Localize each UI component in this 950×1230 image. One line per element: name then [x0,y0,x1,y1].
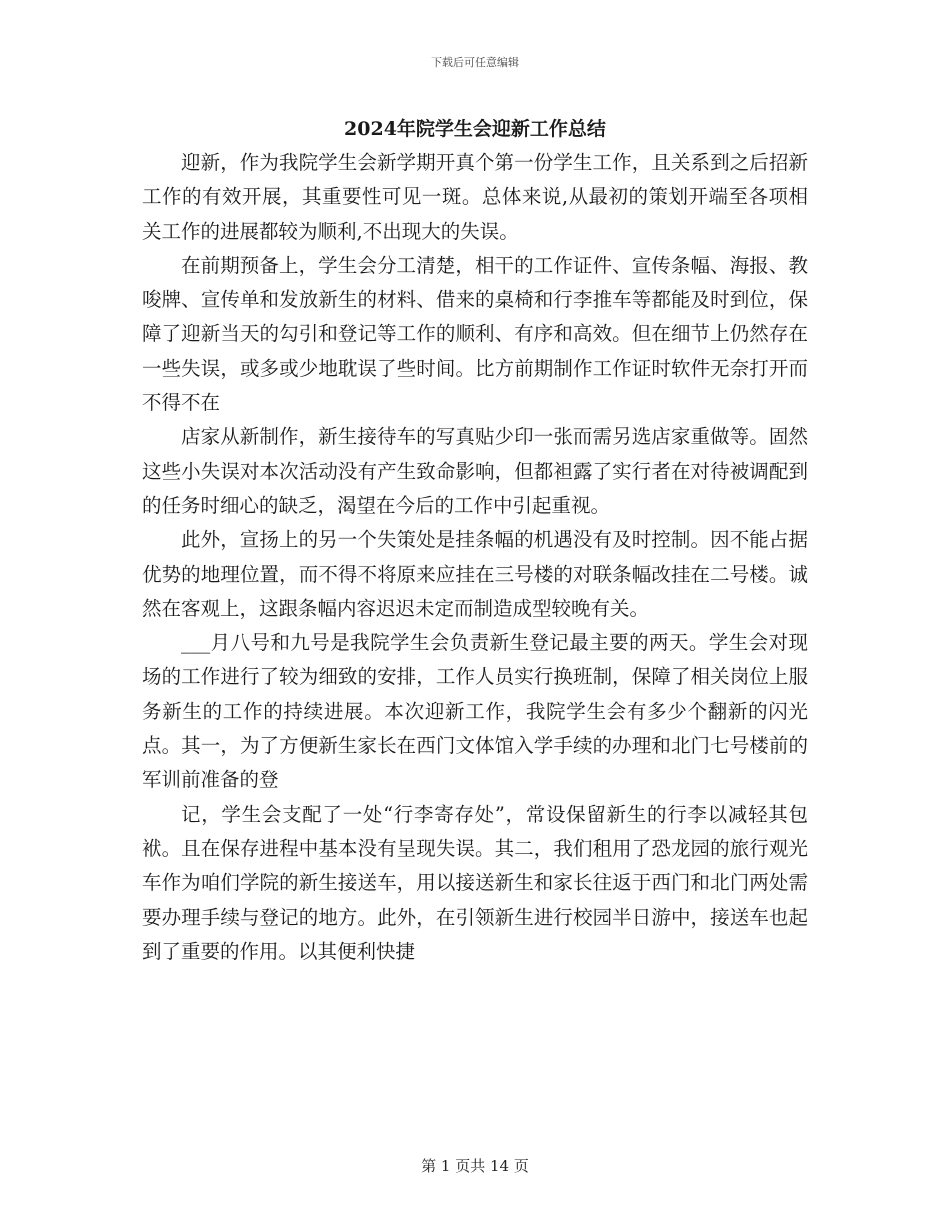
paragraph: 店家从新制作，新生接待车的写真贴少印一张而需另选店家重做等。固然这些小失误对本次活动没有产生致命影响，但都袒露了实行者在对待被调配到的任务时细心的缺乏，渴望在今后的工作中引起重视。 [142,425,808,517]
document-body [142,146,808,969]
document-title: 2024年院学生会迎新工作总结 [344,118,606,140]
paragraph: 记，学生会支配了一处“行李寄存处”，常设保留新生的行李以减轻其包袱。且在保存进程中基本没有呈现失误。其二，我们租用了恐龙园的旅行观光车作为咱们学院的新生接送车，用以接送新生和家长往返于西门和北门两处需要办理手续与登记的地方。此外，在引领新生进行校园半日游中，接送车也起到了重要的作用。以其便利快捷 [142,802,808,963]
page-number-footer: 第 1 页共 14 页 [421,1157,529,1175]
paragraph: ___月八号和九号是我院学生会负责新生登记最主要的两天。学生会对现场的工作进行了较为细致的安排，工作人员实行换班制，保障了相关岗位上服务新生的工作的持续进展。本次迎新工作，我院学生会有多少个翻新的闪光点。其一，为了方便新生家长在西门文体馆入学手续的办理和北门七号楼前的军训前准备的登 [142,631,808,792]
paragraph: 在前期预备上，学生会分工清楚，相干的工作证件、宣传条幅、海报、教唆牌、宣传单和发放新生的材料、借来的桌椅和行李推车等都能及时到位，保障了迎新当天的勾引和登记等工作的顺利、有序和高效。但在细节上仍然存在一些失误，或多或少地耽误了些时间。比方前期制作工作证时软件无奈打开而不得不在 [142,253,808,415]
page-header-note: 下载后可任意编辑 [431,56,519,69]
paragraph: 此外，宣扬上的另一个失策处是挂条幅的机遇没有及时控制。因不能占据优势的地理位置，而不得不将原来应挂在三号楼的对联条幅改挂在二号楼。诚然在客观上，这跟条幅内容迟迟未定而制造成型较晚有关。 [142,528,808,620]
paragraph: 迎新，作为我院学生会新学期开真个第一份学生工作，且关系到之后招新工作的有效开展，其重要性可见一斑。总体来说,从最初的策划开端至各项相关工作的进展都较为顺利,不出现大的失误。 [142,151,808,243]
